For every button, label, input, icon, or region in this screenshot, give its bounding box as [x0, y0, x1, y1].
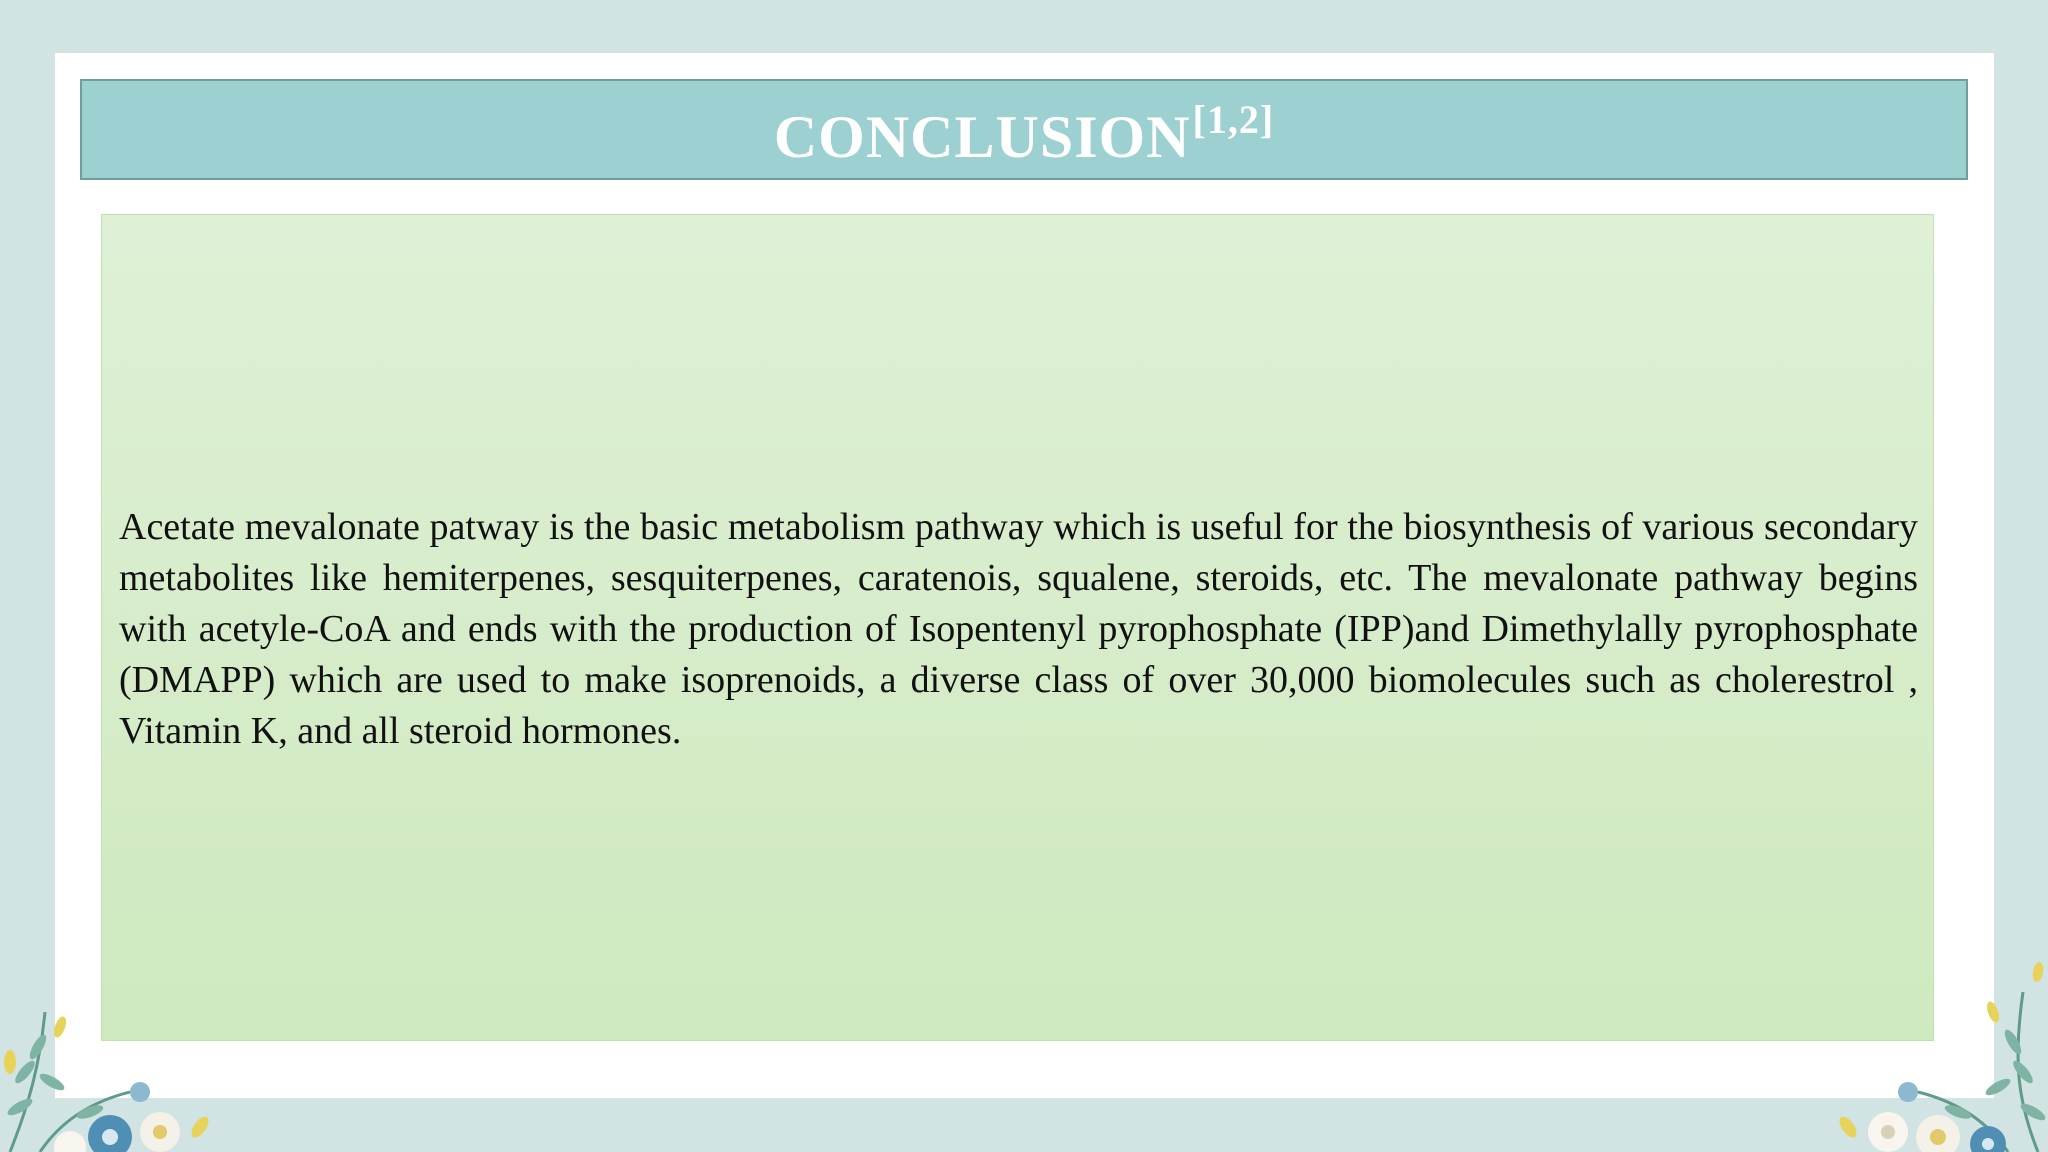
slide-title [773, 97, 1275, 170]
title-bar [80, 79, 1968, 180]
title-citation: [1,2] [1192, 97, 1275, 142]
floral-decoration-right-icon [1808, 952, 2048, 1152]
conclusion-paragraph: Acetate mevalonate patway is the basic metabolism pathway which is useful for the biosynthesis of various secondary metabolites like hemiterpenes, sesquiterpenes, caratenois, squalene, steroids, etc. The mevalonate pathway begins with acetyle-CoA and ends with the production of Isopentenyl pyrophosphate (IPP)and Dimethylally pyrophosphate (DMAPP) which are used to make isoprenoids, a diverse class of over 30,000 biomolecules such as cholerestrol , Vitamin K, and all steroid hormones. [119, 506, 1918, 752]
title-main: CONCLUSION [773, 104, 1191, 170]
floral-decoration-left-icon [0, 952, 240, 1152]
content-box [101, 214, 1934, 1041]
